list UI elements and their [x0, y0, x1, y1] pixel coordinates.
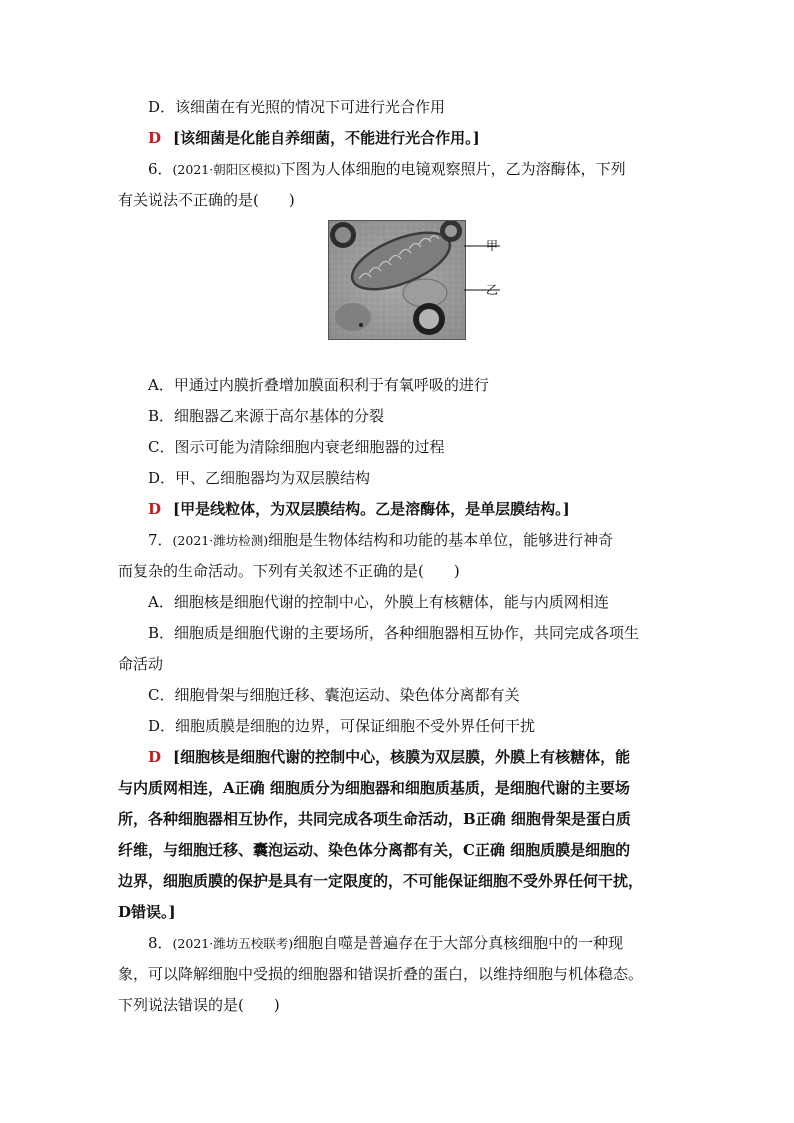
- document-page: [118, 92, 676, 1021]
- q6-option-d: [118, 463, 676, 494]
- option-text: B．细胞器乙来源于高尔基体的分裂: [148, 407, 385, 425]
- q6-option-a: [118, 370, 676, 401]
- option-text: D．该细菌在有光照的情况下可进行光合作用: [148, 98, 446, 116]
- q7-option-b: [118, 618, 676, 649]
- q7-answer-line5: [118, 866, 676, 897]
- answer-explanation: [该细菌是化能自养细菌，不能进行光合作用。]: [173, 129, 480, 147]
- q7-stem-line2: [118, 556, 676, 587]
- q7-answer-line3: [118, 804, 676, 835]
- question-stem: 细胞自噬是普遍存在于大部分真核细胞中的一种现: [293, 934, 624, 952]
- answer-letter: D: [148, 748, 162, 766]
- question-source: (2021·朝阳区模拟): [172, 162, 281, 177]
- answer-explanation: 与内质网相连，A正确 细胞质分为细胞器和细胞质基质，是细胞代谢的主要场: [118, 779, 630, 797]
- q6-option-c: [118, 432, 676, 463]
- question-stem: 下列说法错误的是( ): [118, 996, 280, 1014]
- label-pointers: [464, 218, 524, 338]
- q6-stem-line1: [118, 154, 676, 185]
- option-text: 命活动: [118, 655, 164, 673]
- answer-letter: D: [148, 500, 162, 518]
- q7-option-d: [118, 711, 676, 742]
- q7-stem-line1: [118, 525, 676, 556]
- q7-answer-line4: [118, 835, 676, 866]
- option-text: C．图示可能为清除细胞内衰老细胞器的过程: [148, 438, 445, 456]
- q7-option-b-cont: [118, 649, 676, 680]
- q6-answer: [118, 494, 676, 525]
- answer-letter: D: [148, 129, 162, 147]
- prev-answer: [118, 123, 676, 154]
- q8-stem-line2: [118, 959, 676, 990]
- answer-explanation: 边界，细胞质膜的保护是具有一定限度的，不可能保证细胞不受外界任何干扰，: [118, 872, 644, 890]
- answer-explanation: 所，各种细胞器相互协作，共同完成各项生命活动，B正确 细胞骨架是蛋白质: [118, 810, 631, 828]
- option-text: C．细胞骨架与细胞迁移、囊泡运动、染色体分离都有关: [148, 686, 520, 704]
- question-number: 7．: [148, 531, 173, 549]
- answer-explanation: D错误。]: [118, 903, 176, 921]
- q7-option-a: [118, 587, 676, 618]
- option-text: D．甲、乙细胞器均为双层膜结构: [148, 469, 371, 487]
- question-number: 6．: [148, 160, 173, 178]
- prev-option-d: [118, 92, 676, 123]
- question-stem: 细胞是生物体结构和功能的基本单位，能够进行神奇: [268, 531, 614, 549]
- answer-explanation: 纤维，与细胞迁移、囊泡运动、染色体分离都有关，C正确 细胞质膜是细胞的: [118, 841, 631, 859]
- question-stem: 下图为人体细胞的电镜观察照片，乙为溶酶体，下列: [280, 160, 626, 178]
- option-text: D．细胞质膜是细胞的边界，可保证细胞不受外界任何干扰: [148, 717, 536, 735]
- q6-figure: [118, 218, 676, 366]
- option-text: A．细胞核是细胞代谢的控制中心，外膜上有核糖体，能与内质网相连: [148, 593, 609, 611]
- label-jia: 甲: [486, 239, 499, 253]
- answer-explanation: [甲是线粒体，为双层膜结构。乙是溶酶体，是单层膜结构。]: [173, 500, 570, 518]
- question-stem: 有关说法不正确的是( ): [118, 191, 295, 209]
- question-source: (2021·潍坊检测): [172, 533, 269, 548]
- q8-stem-line3: [118, 990, 676, 1021]
- question-stem: 而复杂的生命活动。下列有关叙述不正确的是( ): [118, 562, 460, 580]
- q7-answer-line2: [118, 773, 676, 804]
- q8-stem-line1: [118, 928, 676, 959]
- q6-option-b: [118, 401, 676, 432]
- label-yi: 乙: [486, 283, 499, 297]
- question-stem: 象，可以降解细胞中受损的细胞器和错误折叠的蛋白，以维持细胞与机体稳态。: [118, 965, 644, 983]
- option-text: B．细胞质是细胞代谢的主要场所，各种细胞器相互协作，共同完成各项生: [148, 624, 640, 642]
- question-number: 8．: [148, 934, 173, 952]
- electron-micrograph: [328, 220, 466, 340]
- q7-option-c: [118, 680, 676, 711]
- option-text: A．甲通过内膜折叠增加膜面积利于有氧呼吸的进行: [148, 376, 489, 394]
- answer-explanation: [细胞核是细胞代谢的控制中心，核膜为双层膜，外膜上有核糖体，能: [173, 748, 631, 766]
- q7-answer-line6: [118, 897, 676, 928]
- q7-answer-line1: [118, 742, 676, 773]
- question-source: (2021·潍坊五校联考): [172, 936, 294, 951]
- q6-stem-line2: [118, 185, 676, 216]
